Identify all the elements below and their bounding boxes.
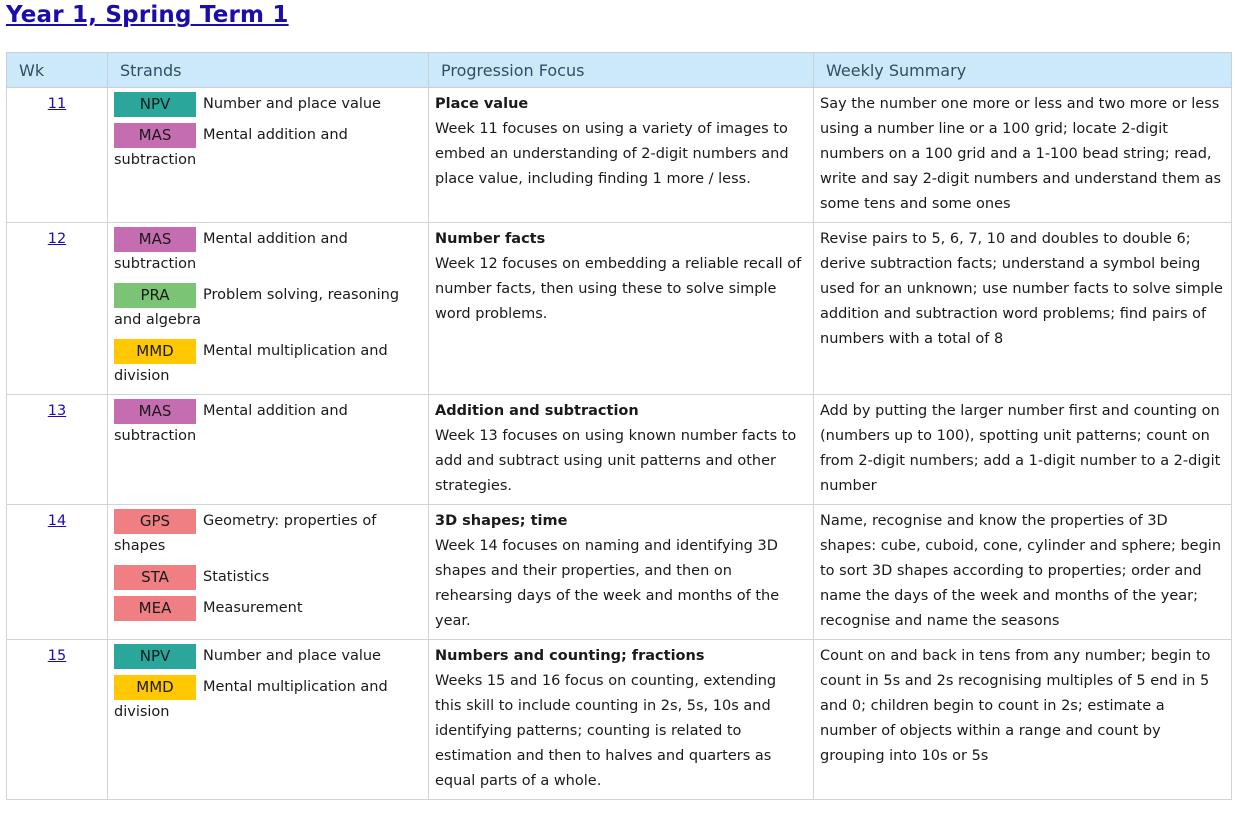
- focus-title: Place value: [435, 96, 529, 112]
- strand-label: Number and place value: [203, 96, 381, 112]
- header-weekly-summary: Weekly Summary: [814, 53, 1232, 88]
- strands-cell: [108, 640, 429, 800]
- strand-badge-mas: MAS: [114, 399, 196, 424]
- weekly-summary-cell: Say the number one more or less and two more or less using a number line or a 100 grid; locate 2-digit numbers on a 100 grid and a 1-100 bead string; read, write and say 2-digit numbers and understand them as some tens and some ones: [814, 88, 1232, 223]
- strand-badge-mas: MAS: [114, 123, 196, 148]
- strand-label: Mental addition and subtraction: [114, 403, 348, 444]
- table-row: [7, 640, 1232, 800]
- strand-label: Statistics: [203, 569, 270, 585]
- weekly-summary-cell: Count on and back in tens from any number; begin to count in 5s and 2s recognising multiples of 5 end in 5 and 0; children begin to count in 2s; estimate a number of objects within a range and count by grouping into 10s or 5s: [814, 640, 1232, 800]
- week-cell: [7, 88, 108, 223]
- progression-focus-cell: [429, 505, 814, 640]
- table-row: [7, 88, 1232, 223]
- focus-text: Weeks 15 and 16 focus on counting, extending this skill to include counting in 2s, 5s, 10s and identifying patterns; counting is related to estimation and then to halves and quarters as equal parts of a whole.: [435, 673, 777, 789]
- focus-title: 3D shapes; time: [435, 513, 568, 529]
- header-progression-focus: Progression Focus: [429, 53, 814, 88]
- strands-cell: [108, 223, 429, 395]
- strand-item: [114, 565, 422, 590]
- week-cell: [7, 395, 108, 505]
- week-cell: [7, 505, 108, 640]
- strand-item: [114, 399, 422, 449]
- table-row: [7, 223, 1232, 395]
- strand-label: Number and place value: [203, 648, 381, 664]
- weekly-summary-cell: Name, recognise and know the properties of 3D shapes: cube, cuboid, cone, cylinder and sphere; begin to sort 3D shapes according to properties; order and name the days of the week and months of the year; recognise and name the seasons: [814, 505, 1232, 640]
- strand-item: [114, 283, 422, 333]
- focus-text: Week 11 focuses on using a variety of images to embed an understanding of 2-digit numbers and place value, including finding 1 more / less.: [435, 121, 789, 187]
- focus-title: Numbers and counting; fractions: [435, 648, 705, 664]
- strand-badge-mas: MAS: [114, 227, 196, 252]
- focus-title: Number facts: [435, 231, 546, 247]
- header-wk: Wk: [7, 53, 108, 88]
- strand-item: [114, 644, 422, 669]
- strand-item: [114, 596, 422, 621]
- strands-cell: [108, 395, 429, 505]
- focus-text: Week 14 focuses on naming and identifying 3D shapes and their properties, and then on rehearsing days of the week and months of the year.: [435, 538, 780, 629]
- week-link[interactable]: 11: [47, 96, 67, 112]
- table-row: [7, 395, 1232, 505]
- strand-item: [114, 123, 422, 173]
- header-strands: Strands: [108, 53, 429, 88]
- week-cell: [7, 223, 108, 395]
- strand-label: Measurement: [203, 600, 303, 616]
- table-row: [7, 505, 1232, 640]
- strand-label: Mental addition and subtraction: [114, 231, 348, 272]
- progression-focus-cell: [429, 223, 814, 395]
- strand-item: [114, 339, 422, 389]
- weekly-summary-cell: Add by putting the larger number first and counting on (numbers up to 100), spotting unit patterns; count on from 2-digit numbers; add a 1-digit number to a 2-digit number: [814, 395, 1232, 505]
- strand-badge-npv: NPV: [114, 92, 196, 117]
- strand-badge-gps: GPS: [114, 509, 196, 534]
- week-link[interactable]: 14: [47, 513, 67, 529]
- strand-item: [114, 92, 422, 117]
- progression-focus-cell: [429, 88, 814, 223]
- strands-cell: [108, 88, 429, 223]
- strand-badge-npv: NPV: [114, 644, 196, 669]
- strand-item: [114, 675, 422, 725]
- strand-badge-sta: STA: [114, 565, 196, 590]
- strand-label: Mental multiplication and division: [114, 679, 388, 720]
- strands-cell: [108, 505, 429, 640]
- week-link[interactable]: 15: [47, 648, 67, 664]
- strand-item: [114, 227, 422, 277]
- focus-text: Week 13 focuses on using known number facts to add and subtract using unit patterns and other strategies.: [435, 428, 797, 494]
- week-link[interactable]: 13: [47, 403, 67, 419]
- table-header-row: [7, 53, 1232, 88]
- strand-label: Mental addition and subtraction: [114, 127, 348, 168]
- focus-text: Week 12 focuses on embedding a reliable recall of number facts, then using these to solve simple word problems.: [435, 256, 802, 322]
- strand-badge-mea: MEA: [114, 596, 196, 621]
- page-title-link[interactable]: Year 1, Spring Term 1: [6, 2, 289, 28]
- strand-badge-mmd: MMD: [114, 339, 196, 364]
- planning-table: [6, 52, 1232, 800]
- weekly-summary-cell: Revise pairs to 5, 6, 7, 10 and doubles to double 6; derive subtraction facts; understand a symbol being used for an unknown; use number facts to solve simple addition and subtraction word problems; find pairs of numbers with a total of 8: [814, 223, 1232, 395]
- strand-badge-pra: PRA: [114, 283, 196, 308]
- strand-label: Mental multiplication and division: [114, 343, 388, 384]
- progression-focus-cell: [429, 395, 814, 505]
- week-cell: [7, 640, 108, 800]
- strand-item: [114, 509, 422, 559]
- week-link[interactable]: 12: [47, 231, 67, 247]
- strand-label: Problem solving, reasoning and algebra: [114, 287, 400, 328]
- progression-focus-cell: [429, 640, 814, 800]
- strand-label: Geometry: properties of shapes: [114, 513, 377, 554]
- strand-badge-mmd: MMD: [114, 675, 196, 700]
- focus-title: Addition and subtraction: [435, 403, 639, 419]
